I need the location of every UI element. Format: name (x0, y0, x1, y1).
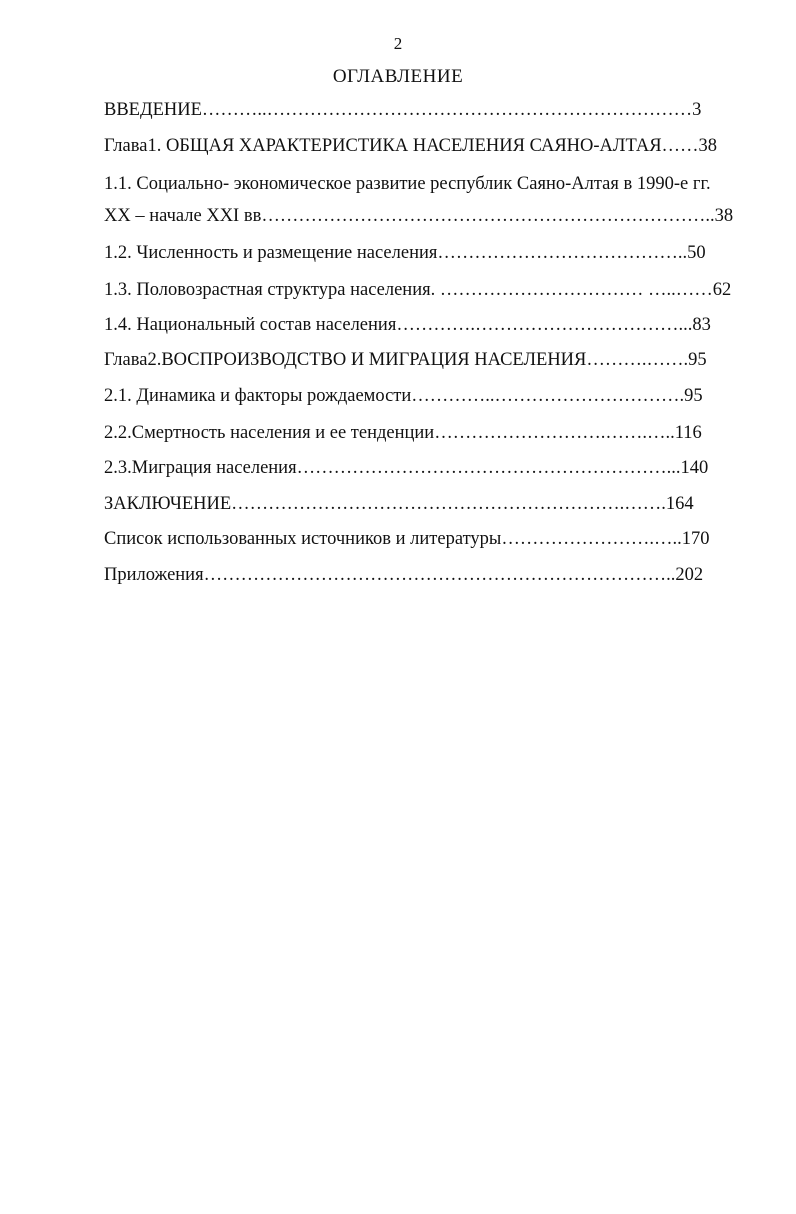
toc-entry-1-2: 1.2. Численность и размещение населения…………………………………..50 (104, 243, 706, 263)
page-number: 2 (393, 34, 403, 53)
toc-entry-1-1-line-2: XX – начале XXI вв………………………………………………………………..38 (104, 206, 734, 226)
toc-heading: ОГЛАВЛЕНИЕ (332, 66, 464, 87)
toc-entry-1-3: 1.3. Половозрастная структура населения. …………………………… …..……62 (104, 280, 732, 300)
toc-entry-1-4: 1.4. Национальный состав населения………….……………………………...83 (104, 315, 711, 335)
toc-entry-bibliography: Список использованных источников и литературы…………………….…..170 (104, 529, 710, 549)
toc-entry-chapter-1: Глава1. ОБЩАЯ ХАРАКТЕРИСТИКА НАСЕЛЕНИЯ САЯНО-АЛТАЯ……38 (104, 136, 718, 156)
toc-entry-1-1-line-1: 1.1. Социально- экономическое развитие республик Саяно-Алтая в 1990-е гг. (104, 174, 711, 194)
toc-entry-chapter-2: Глава2.ВОСПРОИЗВОДСТВО И МИГРАЦИЯ НАСЕЛЕНИЯ……….…….95 (104, 350, 707, 370)
toc-entry-conclusion: ЗАКЛЮЧЕНИЕ……………………………………………………….…….164 (104, 494, 694, 514)
toc-entry-2-2: 2.2.Смертность населения и ее тенденции……………………….…….…..116 (104, 423, 702, 443)
toc-entry-2-1: 2.1. Динамика и факторы рождаемости…………..………………………….95 (104, 386, 703, 406)
toc-entry-2-3: 2.3.Миграция населения……………………………………………………...140 (104, 458, 709, 478)
toc-entry-introduction: ВВЕДЕНИЕ………..……………………………………………………………3 (104, 100, 702, 120)
toc-entry-appendices: Приложения…………………………………………………………………..202 (104, 565, 704, 585)
